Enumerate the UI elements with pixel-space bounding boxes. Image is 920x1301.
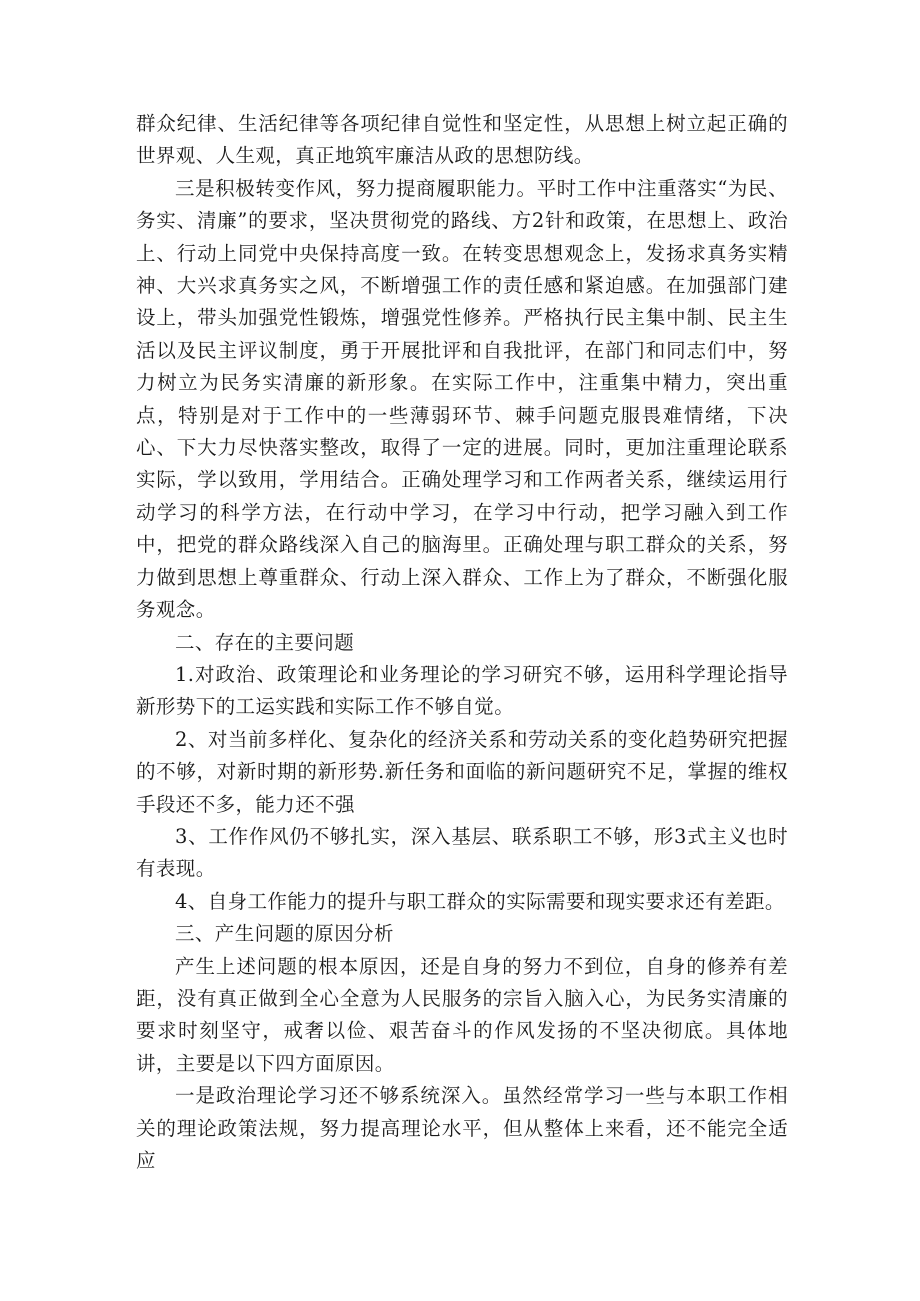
- paragraph-continuation: 群众纪律、生活纪律等各项纪律自觉性和坚定性，从思想上树立起正确的世界观、人生观，真正地筑牢廉洁从政的思想防线。: [136, 112, 788, 168]
- section-heading-cause-analysis: 三、产生问题的原因分析: [175, 922, 394, 946]
- section-heading-main-problems: 二、存在的主要问题: [175, 630, 355, 654]
- document-body: [136, 108, 788, 1177]
- paragraph-root-cause: 产生上述问题的根本原因，还是自身的努力不到位，自身的修养有差距，没有真正做到全心全意为人民服务的宗旨入脑入心，为民务实清廉的要求时刻坚守，戒奢以俭、艰苦奋斗的作风发扬的不坚决彻底。具体地讲，主要是以下四方面原因。: [136, 954, 788, 1075]
- problem-item-1: 1.对政治、政策理论和业务理论的学习研究不够，运用科学理论指导新形势下的工运实践和实际工作不够自觉。: [136, 662, 788, 719]
- paragraph-theory-study: 一是政治理论学习还不够系统深入。虽然经常学习一些与本职工作相关的理论政策法规，努力提高理论水平，但从整体上来看，还不能完全适应: [136, 1084, 788, 1172]
- problem-item-3: 3、工作作风仍不够扎实，深入基层、联系职工不够，形3式主义也时有表现。: [136, 824, 788, 881]
- problem-item-2: 2、对当前多样化、复杂化的经济关系和劳动关系的变化趋势研究把握的不够，对新时期的新形势.新任务和面临的新问题研究不足，掌握的维权手段还不多，能力还不强: [136, 727, 788, 816]
- paragraph-work-style: 三是积极转变作风，努力提商履职能力。平时工作中注重落实“为民、务实、清廉”的要求，坚决贯彻党的路线、方2针和政策，在思想上、政治上、行动上同党中央保持高度一致。在转变思想观念上，发扬求真务实精神、大兴求真务实之风，不断增强工作的责任感和紧迫感。在加强部门建设上，带头加强党性锻炼，增强党性修养。严格执行民主集中制、民主生活以及民主评议制度，勇于开展批评和自我批评，在部门和同志们中，努力树立为民务实清廉的新形象。在实际工作中，注重集中精力，突出重点，特别是对于工作中的一些薄弱环节、棘手问题克服畏难情绪，下决心、下大力尽快落实整改，取得了一定的进展。同时，更加注重理论联系实际，学以致用，学用结合。正确处理学习和工作两者关系，继续运用行动学习的科学方法，在行动中学习，在学习中行动，把学习融入到工作中，把党的群众路线深入自己的脑海里。正确处理与职工群众的关系，努力做到思想上尊重群众、行动上深入群众、工作上为了群众，不断强化服务观念。: [136, 176, 788, 622]
- problem-item-4: 4、自身工作能力的提升与职工群众的实际需要和现实要求还有差距。: [175, 889, 785, 913]
